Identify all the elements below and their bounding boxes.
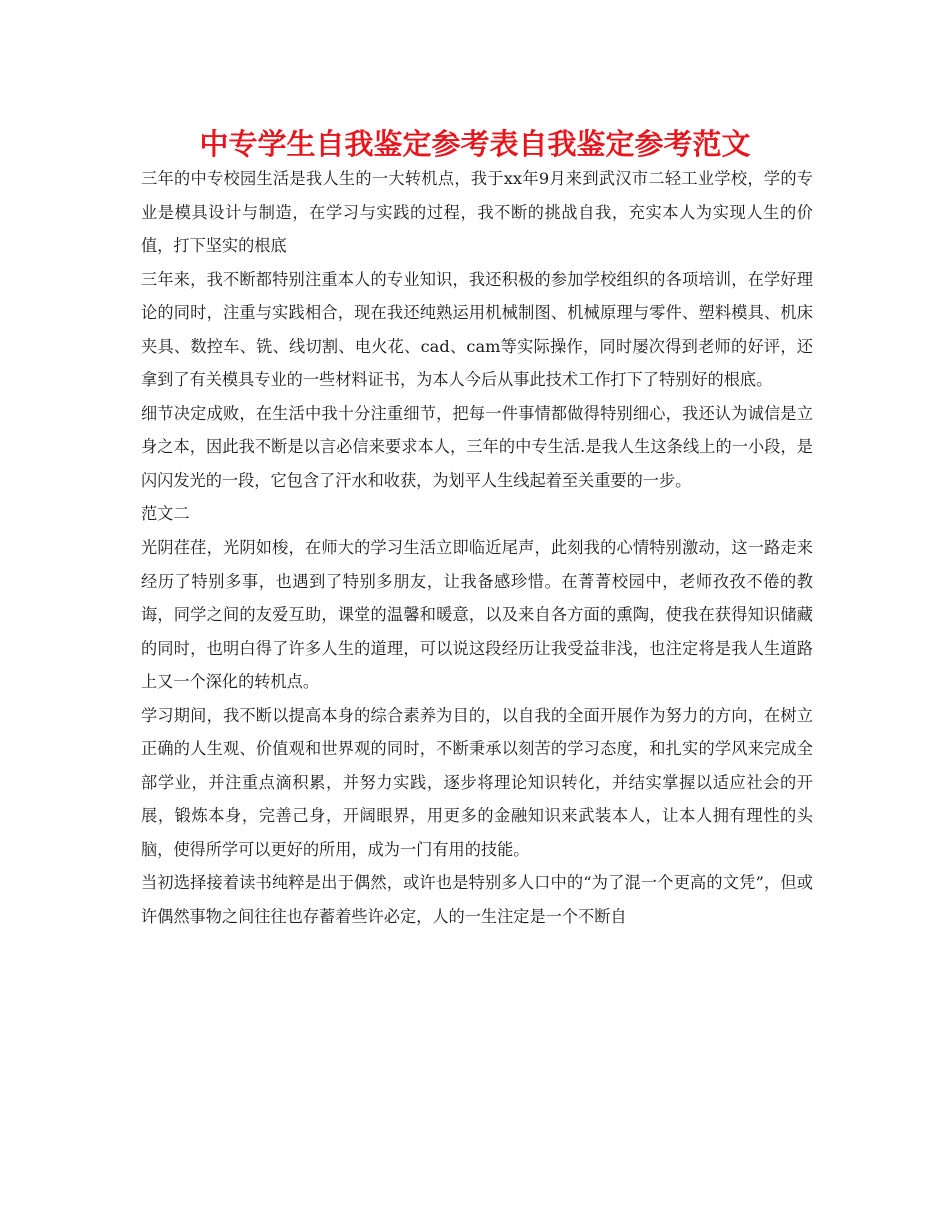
section-heading: 范文二	[141, 504, 190, 524]
document-title: 中专学生自我鉴定参考表自我鉴定参考范文	[199, 127, 751, 161]
paragraph: 细节决定成败，在生活中我十分注重细节，把每一件事情都做得特别细心，我还认为诚信是立身之本，因此我不断是以言必信来要求本人，三年的中专生活.是我人生这条线上的一小段，是闪闪发光的一段，它包含了汗水和收获，为划平人生线起着至关重要的一步。	[141, 403, 813, 490]
paragraph: 三年的中专校园生活是我人生的一大转机点，我于xx年9月来到武汉市二轻工业学校，学的专业是模具设计与制造，在学习与实践的过程，我不断的挑战自我，充实本人为实现人生的价值，打下坚实的根底	[141, 169, 813, 256]
paragraph: 光阴荏荏，光阴如梭，在师大的学习生活立即临近尾声，此刻我的心情特别激动，这一路走来经历了特别多事，也遇到了特别多朋友，让我备感珍惜。在菁菁校园中，老师孜孜不倦的教诲，同学之间的友爱互助，课堂的温馨和暖意，以及来自各方面的熏陶，使我在获得知识储藏的同时，也明白得了许多人生的道理，可以说这段经历让我受益非浅，也注定将是我人生道路上又一个深化的转机点。	[141, 538, 813, 692]
paragraph: 当初选择接着读书纯粹是出于偶然，或许也是特别多人口中的“为了混一个更高的文凭”，但或许偶然事物之间往往也存蓄着些许必定，人的一生注定是一个不断自	[141, 873, 813, 927]
paragraph: 三年来，我不断都特别注重本人的专业知识，我还积极的参加学校组织的各项培训，在学好理论的同时，注重与实践相合，现在我还纯熟运用机械制图、机械原理与零件、塑料模具、机床夹具、数控车、铣、线切割、电火花、cad、cam等实际操作，同时屡次得到老师的好评，还拿到了有关模具专业的一些材料证书，为本人今后从事此技术工作打下了特别好的根底。	[141, 269, 813, 390]
document-body	[141, 162, 813, 934]
paragraph: 学习期间，我不断以提高本身的综合素养为目的，以自我的全面开展作为努力的方向，在树立正确的人生观、价值观和世界观的同时，不断秉承以刻苦的学习态度，和扎实的学风来完成全部学业，并注重点滴积累，并努力实践，逐步将理论知识转化，并结实掌握以适应社会的开展，锻炼本身，完善己身，开阔眼界，用更多的金融知识来武装本人，让本人拥有理性的头脑，使得所学可以更好的所用，成为一门有用的技能。	[141, 705, 813, 859]
